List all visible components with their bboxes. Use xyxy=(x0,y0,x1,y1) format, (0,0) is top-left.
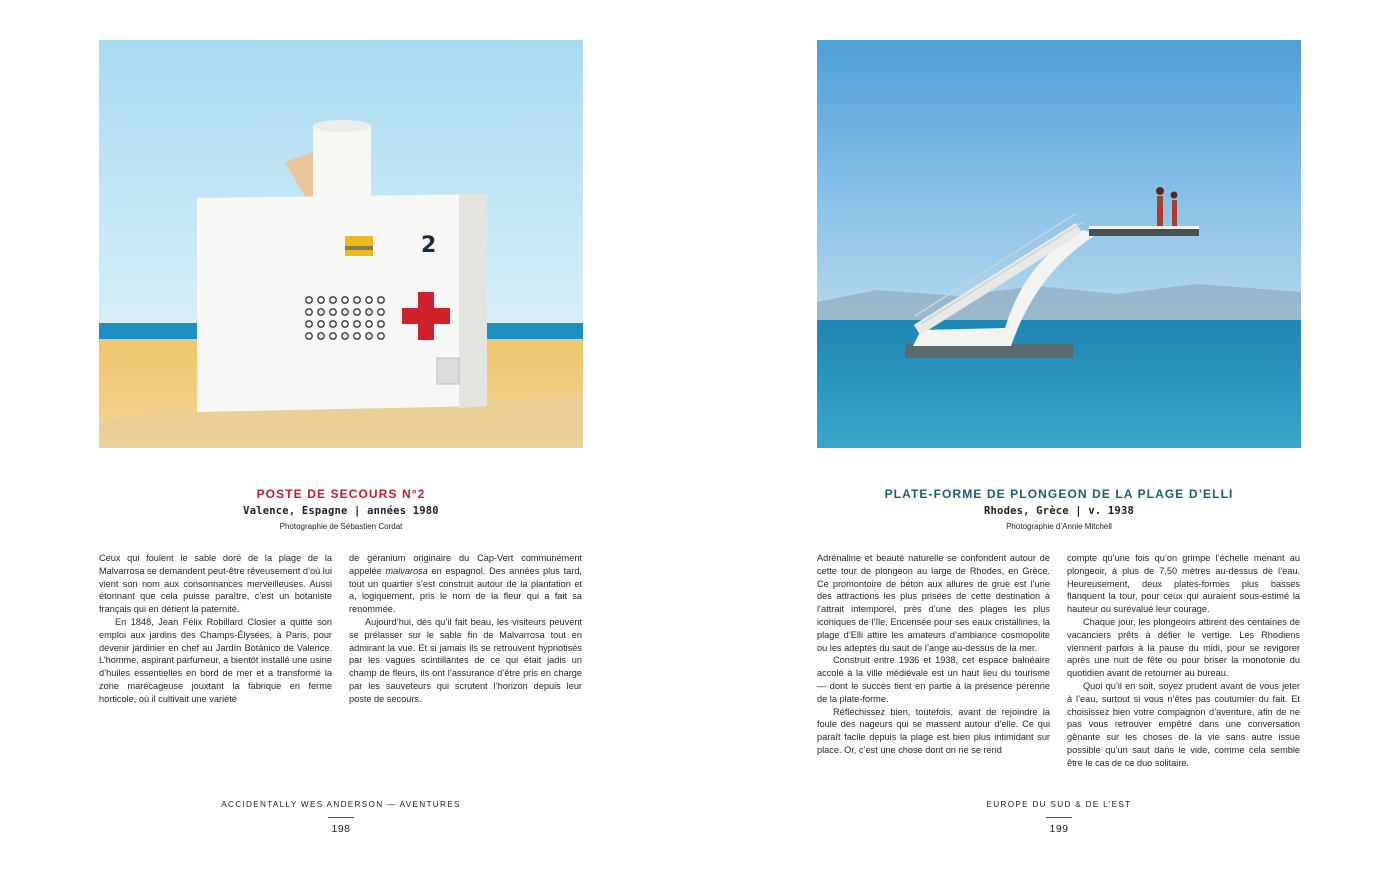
page-number: 198 xyxy=(331,823,351,835)
text-column-1 xyxy=(99,552,332,706)
paragraph-text: de géranium originaire du Cap-Vert communément appelée xyxy=(349,553,582,576)
paragraph: compte qu’une fois qu’on grimpe l’échelle menant au plongeoir, à plus de 7,50 mètres au-dessus de l’eau. Heureusement, deux plates-formes plus basses flanquent la tour, pour ceux qui auraient sous-estimé la hauteur ou surévalué leur courage. xyxy=(1067,553,1300,615)
paragraph: Réfléchissez bien, toutefois, avant de rejoindre la foule des nageurs qui se massent autour d’elle. Ce qui paraît facile depuis la plage est bien plus intimidant sur place. Or, c’est une chose dont on ne se rend xyxy=(817,706,1050,755)
article-body xyxy=(99,552,583,706)
paragraph: Ceux qui foulent le sable doré de la plage de la Malvarrosa se demandent peut-être rêveusement d’où lui vient son nom aux consonnances merveilleuses. Aussi étonnant que cela puisse paraître, c’est un botaniste français qui en détient la paternité. xyxy=(99,553,332,615)
paragraph: En 1848, Jean Félix Robillard Closier a quitté son emploi aux jardins des Champs-Élysées, à Paris, pour devenir jardinier en chef au Jardín Botánico de Valence. L’homme, aspirant parfumeur, a bientôt installé une usine d’huiles essentielles en bord de mer et a transformé la zone marécageuse jouxtant la fabrique en ferme horticole, où il cultivait une variété xyxy=(99,616,332,704)
page-number: 199 xyxy=(1049,823,1069,835)
article-body xyxy=(817,552,1301,770)
text-column-1 xyxy=(817,552,1050,770)
lifeguard-post-number: 2 xyxy=(421,233,437,258)
text-column-2 xyxy=(1067,552,1300,770)
photo-credit: Photographie de Sébastien Cordat xyxy=(279,522,403,531)
paragraph-text: en espagnol. Des années plus tard, tout un quartier s’est construit autour de la plantation et a, logiquement, pris le nom de la fleur qui a fait sa renommée. xyxy=(349,565,582,615)
photo-credit: Photographie d’Annie Mitchell xyxy=(1006,522,1112,531)
running-footer: EUROPE DU SUD & DE L’EST xyxy=(986,800,1132,809)
photo-caption xyxy=(817,486,1301,533)
lifeguard-post-illustration xyxy=(99,40,583,448)
caption-title: PLATE-FORME DE PLONGEON DE LA PLAGE D’ELLI xyxy=(884,487,1234,501)
photo-caption xyxy=(99,486,583,533)
lifeguard-post-photo xyxy=(99,40,583,448)
paragraph xyxy=(349,552,582,616)
paragraph: Aujourd’hui, dès qu’il fait beau, les visiteurs peuvent se prélasser sur le sable fin de Malvarrosa tout en admirant la vue. Et si jamais ils se retrouvent hypnotisés par les vagues scintillantes de ce qui était jadis un champ de fleurs, ils ont l’assurance d’être pris en charge par les sauveteurs qui scrutent l’horizon depuis leur poste de secours. xyxy=(349,616,582,704)
paragraph: Quoi qu’il en soit, soyez prudent avant de vous jeter à l’eau, surtout si vous n’êtes pas coutumier du fait. Et choisissez bien votre compagnon d’aventure, afin de ne pas vous retrouver empêtré dans une conversation gênante sur les choses de la vie sans autre issue possible qu’un saut dans le vide, comme cela semble être le cas de ce duo solitaire. xyxy=(1067,680,1300,768)
page-footer xyxy=(99,799,583,836)
page-footer xyxy=(817,799,1301,836)
caption-place: Valence, Espagne | années 1980 xyxy=(243,505,439,517)
running-footer: ACCIDENTALLY WES ANDERSON — AVENTURES xyxy=(221,800,461,809)
diving-platform-illustration xyxy=(817,40,1301,448)
paragraph: Construit entre 1936 et 1938, cet espace balnéaire accolé à la ville médiévale est un haut lieu du tourisme — dont le succès tient en partie à la présence pérenne de la plate-forme. xyxy=(817,655,1050,704)
caption-title: POSTE DE SECOURS N°2 xyxy=(256,487,426,501)
right-page xyxy=(700,0,1400,869)
emphasized-word: malvarosa xyxy=(385,565,428,576)
footer-divider xyxy=(1046,817,1072,818)
footer-divider xyxy=(328,817,354,818)
caption-place: Rhodes, Grèce | v. 1938 xyxy=(984,505,1134,517)
diving-platform-photo xyxy=(817,40,1301,448)
text-column-2 xyxy=(349,552,582,706)
paragraph: Chaque jour, les plongeoirs attirent des centaines de vacanciers prêts à défier le vertige. Les Rhodiens viennent parfois à la pause du midi, pour se revigorer après une nuit de fête ou pour briser la monotonie du quotidien avant de retourner au bureau. xyxy=(1067,616,1300,679)
paragraph: Adrénaline et beauté naturelle se confondent autour de cette tour de plongeon au large de Rhodes, en Grèce. Ce promontoire de béton aux allures de grue est l’une des attractions les plus prisées de cette destination à l’attrait intemporel, près d’une des plages les plus iconiques de l’île. Encensée pour ses eaux cristallines, la plage d’Elli attire les amateurs d’ambiance cosmopolite ou les adeptes du saut de l’ange au-dessus de la mer. xyxy=(817,553,1050,653)
